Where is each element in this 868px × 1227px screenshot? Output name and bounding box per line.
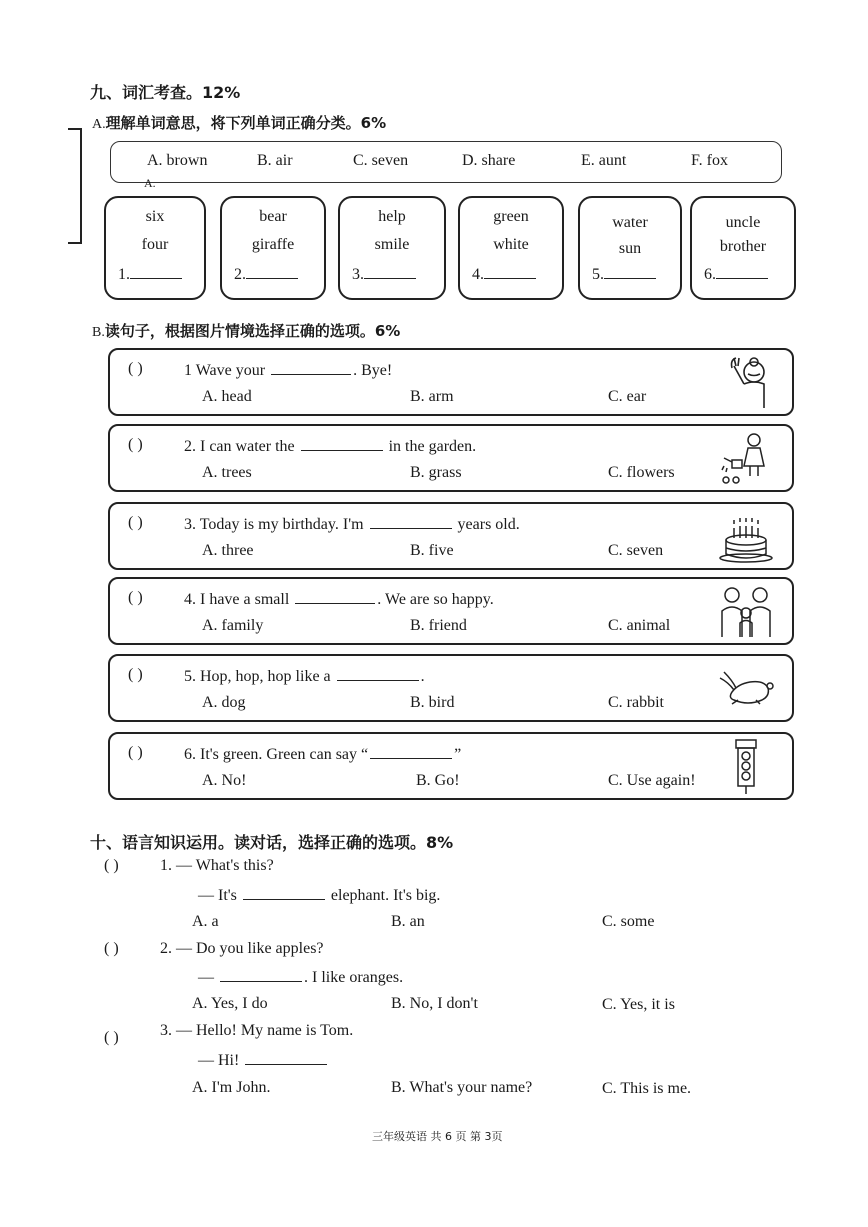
answer-blank[interactable] bbox=[234, 264, 298, 284]
option-c: C. animal bbox=[608, 617, 671, 634]
answer-blank[interactable] bbox=[472, 264, 536, 284]
category-box-5 bbox=[578, 196, 682, 300]
part-a-title: 理解单词意思，将下列单词正确分类。6% bbox=[105, 114, 387, 132]
question-stem: 1 Wave your . Bye! bbox=[184, 362, 393, 379]
fill-blank[interactable] bbox=[370, 514, 452, 529]
answer-parentheses[interactable]: ( ) bbox=[128, 436, 143, 453]
answer-blank[interactable] bbox=[352, 264, 416, 284]
word-option: D. share bbox=[462, 152, 516, 169]
part-a-heading bbox=[92, 112, 386, 133]
category-word: giraffe bbox=[251, 236, 295, 253]
question-stem: 6. It's green. Green can say “ ” bbox=[184, 746, 462, 763]
fill-blank[interactable] bbox=[301, 436, 383, 451]
fill-blank[interactable] bbox=[243, 885, 325, 900]
dialogue-line: — . I like oranges. bbox=[198, 969, 404, 986]
option-b: B. grass bbox=[410, 464, 462, 481]
answer-parentheses[interactable]: ( ) bbox=[128, 666, 143, 683]
option-a: A. Yes, I do bbox=[192, 995, 268, 1012]
question-box-2 bbox=[108, 424, 794, 492]
answer-parentheses[interactable]: ( ) bbox=[104, 940, 119, 957]
rabbit-icon bbox=[718, 660, 774, 716]
option-a: A. a bbox=[192, 913, 219, 930]
question-stem: 3. Today is my birthday. I'm years old. bbox=[184, 516, 520, 533]
question-box-6 bbox=[108, 732, 794, 800]
answer-number: 4. bbox=[472, 266, 484, 283]
option-b: B. No, I don't bbox=[391, 995, 478, 1012]
category-box-2 bbox=[220, 196, 326, 300]
option-c: C. Use again! bbox=[608, 772, 696, 789]
margin-bracket bbox=[68, 128, 82, 244]
category-box-3 bbox=[338, 196, 446, 300]
category-word: four bbox=[141, 236, 169, 253]
fill-blank[interactable] bbox=[220, 967, 302, 982]
question-box-5 bbox=[108, 654, 794, 722]
option-b: B. bird bbox=[410, 694, 455, 711]
answer-parentheses[interactable]: ( ) bbox=[128, 514, 143, 531]
birthday-cake-icon bbox=[718, 508, 774, 564]
category-word: help bbox=[378, 208, 406, 225]
category-word: white bbox=[493, 236, 529, 253]
word-option: F. fox bbox=[691, 152, 728, 169]
option-a: A. I'm John. bbox=[192, 1079, 271, 1096]
category-word: water bbox=[612, 214, 648, 231]
traffic-light-icon bbox=[718, 738, 774, 794]
question-box-4 bbox=[108, 577, 794, 645]
category-word: green bbox=[493, 208, 529, 225]
option-a: A. head bbox=[202, 388, 252, 405]
option-c: C. ear bbox=[608, 388, 647, 405]
question-stem: 5. Hop, hop, hop like a . bbox=[184, 668, 425, 685]
option-c: C. flowers bbox=[608, 464, 675, 481]
option-b: B. arm bbox=[410, 388, 454, 405]
fill-blank[interactable] bbox=[295, 589, 375, 604]
option-b: B. Go! bbox=[416, 772, 460, 789]
family-icon bbox=[718, 583, 774, 639]
section-ten-title: 十、语言知识运用。读对话，选择正确的选项。8% bbox=[90, 833, 454, 852]
stray-mark: A. bbox=[144, 176, 156, 190]
word-option: C. seven bbox=[353, 152, 409, 169]
fill-blank[interactable] bbox=[337, 666, 419, 681]
word-option: E. aunt bbox=[581, 152, 627, 169]
answer-number: 3. bbox=[352, 266, 364, 283]
answer-parentheses[interactable]: ( ) bbox=[128, 589, 143, 606]
fill-blank[interactable] bbox=[245, 1050, 327, 1065]
option-b: B. five bbox=[410, 542, 454, 559]
answer-number: 6. bbox=[704, 266, 716, 283]
option-c: C. rabbit bbox=[608, 694, 664, 711]
category-box-1 bbox=[104, 196, 206, 300]
dialogue-line: — Hi! bbox=[198, 1050, 329, 1070]
dialogue-line: 2. — Do you like apples? bbox=[160, 940, 324, 957]
question-stem: 2. I can water the in the garden. bbox=[184, 438, 477, 455]
option-c: C. some bbox=[602, 913, 655, 930]
question-stem: 4. I have a small . We are so happy. bbox=[184, 591, 494, 608]
part-b-letter: B. bbox=[92, 325, 105, 340]
watering-girl-icon bbox=[718, 430, 774, 486]
category-word: six bbox=[145, 208, 165, 225]
part-b-heading bbox=[92, 320, 400, 341]
answer-blank[interactable] bbox=[704, 264, 768, 284]
option-a: A. family bbox=[202, 617, 264, 634]
answer-number: 5. bbox=[592, 266, 604, 283]
category-word: bear bbox=[259, 208, 287, 225]
category-word: smile bbox=[374, 236, 410, 253]
option-b: B. What's your name? bbox=[391, 1079, 533, 1096]
category-word: sun bbox=[618, 240, 642, 257]
option-c: C. This is me. bbox=[602, 1080, 692, 1097]
answer-parentheses[interactable]: ( ) bbox=[104, 857, 119, 874]
answer-number: 2. bbox=[234, 266, 246, 283]
category-box-6 bbox=[690, 196, 796, 300]
page-footer: 三年级英语 共 6 页 第 3页 bbox=[372, 1130, 503, 1143]
dialogue-line: — It's elephant. It's big. bbox=[198, 887, 441, 904]
category-word: uncle bbox=[725, 214, 761, 231]
word-options-box bbox=[110, 141, 782, 183]
question-box-1 bbox=[108, 348, 794, 416]
dialogue-line: 3. — Hello! My name is Tom. bbox=[160, 1022, 354, 1039]
answer-blank[interactable] bbox=[592, 264, 656, 284]
option-c: C. Yes, it is bbox=[602, 996, 675, 1013]
part-b-title: 读句子，根据图片情境选择正确的选项。6% bbox=[104, 322, 401, 340]
option-a: A. No! bbox=[202, 772, 247, 789]
fill-blank[interactable] bbox=[271, 360, 351, 375]
answer-parentheses[interactable]: ( ) bbox=[104, 1029, 119, 1046]
fill-blank[interactable] bbox=[370, 744, 452, 759]
word-option: A. brown bbox=[147, 152, 208, 169]
option-a: A. three bbox=[202, 542, 254, 559]
answer-number: 1. bbox=[118, 266, 130, 283]
answer-blank[interactable] bbox=[118, 264, 182, 284]
option-a: A. dog bbox=[202, 694, 246, 711]
option-c: C. seven bbox=[608, 542, 664, 559]
question-box-3 bbox=[108, 502, 794, 570]
section-nine-title: 九、词汇考查。12% bbox=[90, 83, 241, 102]
word-option: B. air bbox=[257, 152, 293, 169]
category-word: brother bbox=[719, 238, 767, 255]
answer-parentheses[interactable]: ( ) bbox=[128, 744, 143, 761]
part-a-letter: A. bbox=[92, 117, 106, 132]
dialogue-line: 1. — What's this? bbox=[160, 857, 274, 874]
waving-girl-icon bbox=[718, 354, 774, 410]
option-b: B. friend bbox=[410, 617, 467, 634]
option-b: B. an bbox=[391, 913, 425, 930]
option-a: A. trees bbox=[202, 464, 252, 481]
category-box-4 bbox=[458, 196, 564, 300]
answer-parentheses[interactable]: ( ) bbox=[128, 360, 143, 377]
